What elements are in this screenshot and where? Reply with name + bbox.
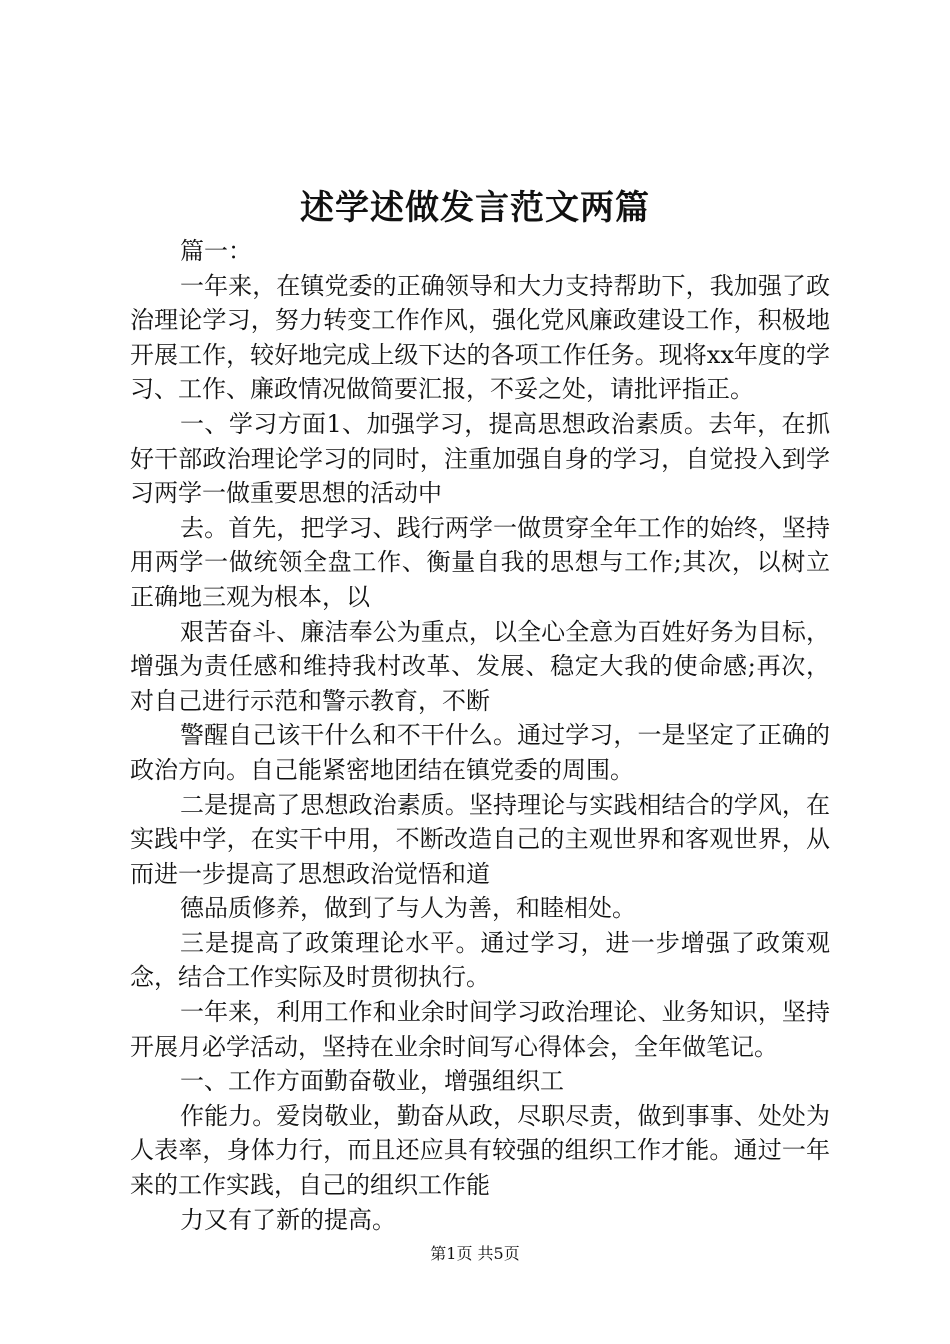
paragraph: 作能力。爱岗敬业，勤奋从政，尽职尽责，做到事事、处处为人表率，身体力行，而且还应具有较强的组织工作才能。通过一年来的工作实践，自己的组织工作能 bbox=[130, 1101, 830, 1200]
page-number-footer: 第1页 共5页 bbox=[430, 1244, 520, 1263]
paragraph: 力又有了新的提高。 bbox=[180, 1205, 396, 1234]
paragraph: 二是提高了思想政治素质。坚持理论与实践相结合的学风，在实践中学，在实干中用，不断改造自己的主观世界和客观世界，从而进一步提高了思想政治觉悟和道 bbox=[130, 790, 830, 888]
paragraph: 一、学习方面1、加强学习，提高思想政治素质。去年，在抓好干部政治理论学习的同时，注重加强自身的学习，自觉投入到学习两学一做重要思想的活动中 bbox=[130, 409, 830, 508]
paragraph: 去。首先，把学习、践行两学一做贯穿全年工作的始终，坚持用两学一做统领全盘工作、衡量自我的思想与工作;其次，以树立正确地三观为根本，以 bbox=[130, 513, 830, 611]
paragraph: 德品质修养，做到了与人为善，和睦相处。 bbox=[180, 894, 636, 923]
paragraph: 一年来，在镇党委的正确领导和大力支持帮助下，我加强了政治理论学习，努力转变工作作风，强化党风廉政建设工作，积极地开展工作，较好地完成上级下达的各项工作任务。现将xx年度的学习、工作、廉政情况做简要汇报，不妥之处，请批评指正。 bbox=[130, 271, 830, 404]
paragraph: 一年来，利用工作和业余时间学习政治理论、业务知识，坚持开展月必学活动，坚持在业余时间写心得体会，全年做笔记。 bbox=[130, 998, 830, 1061]
paragraph: 警醒自己该干什么和不干什么。通过学习，一是坚定了正确的政治方向。自己能紧密地团结在镇党委的周围。 bbox=[130, 721, 830, 784]
paragraph: 一、工作方面勤奋敬业，增强组织工 bbox=[180, 1067, 564, 1096]
document-title: 述学述做发言范文两篇 bbox=[300, 188, 650, 228]
document-body bbox=[130, 234, 830, 1237]
paragraph: 三是提高了政策理论水平。通过学习，进一步增强了政策观念，结合工作实际及时贯彻执行。 bbox=[130, 928, 830, 992]
paragraph: 艰苦奋斗、廉洁奉公为重点，以全心全意为百姓好务为目标，增强为责任感和维持我村改革、发展、稳定大我的使命感;再次，对自己进行示范和警示教育，不断 bbox=[130, 617, 830, 715]
paragraph-section-heading: 篇一： bbox=[180, 237, 252, 265]
